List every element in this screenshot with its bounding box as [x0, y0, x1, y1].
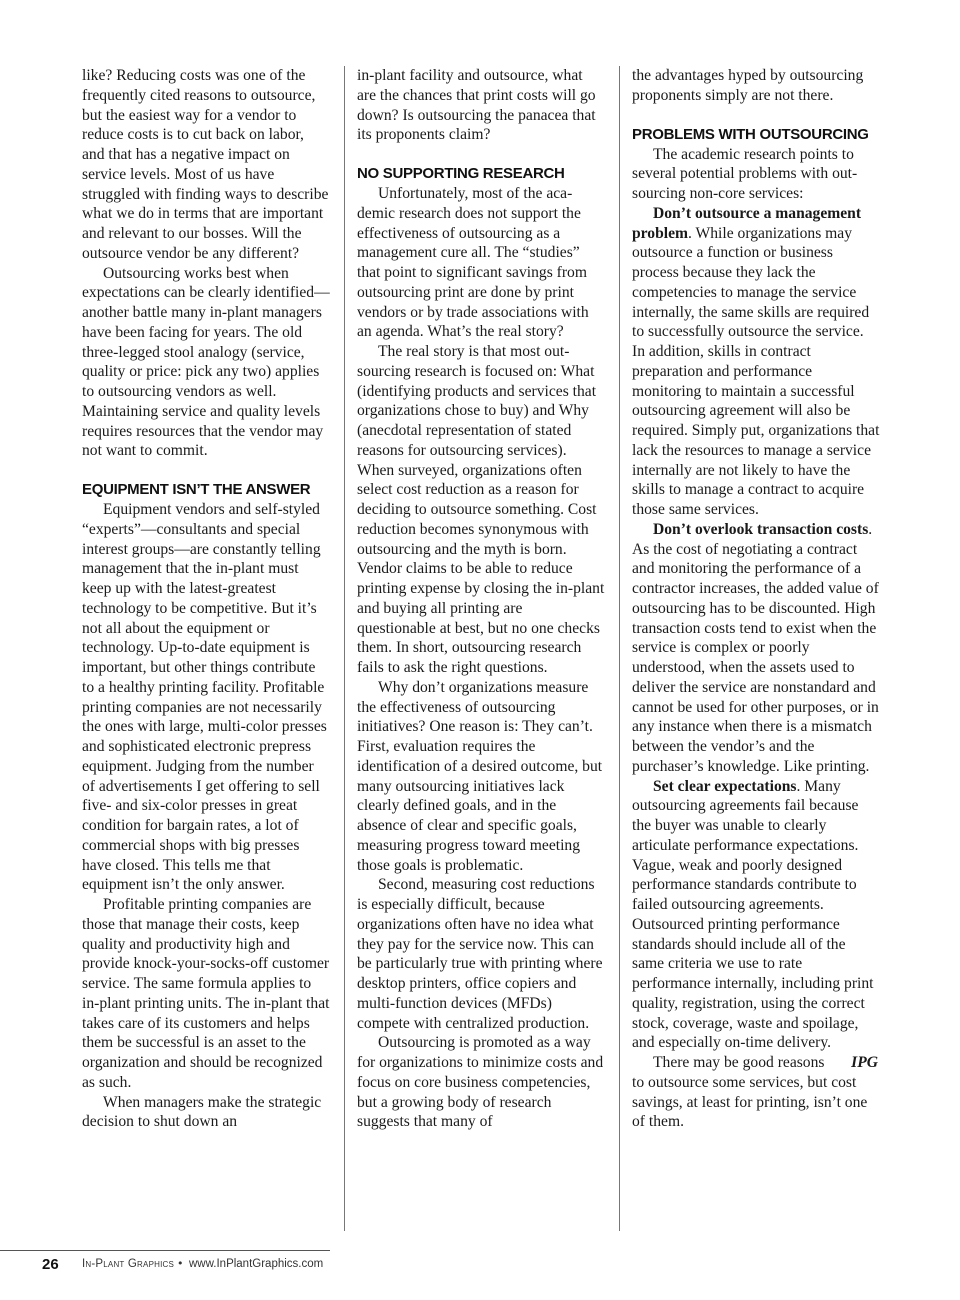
section-heading: EQUIPMENT ISN’T THE ANSWER	[82, 481, 311, 498]
paragraph: The real story is that most outsourcing research is focused on: What (identifying products and services that organizations chose to buy) and Why (anecdotal representation of stated reasons for outsourcing services). When surveyed, organizations often select cost reduction as a reason for deciding to outsource something. Cost reduction becomes synonymous with outsourcing and the myth is born. Vendor claims to be able to reduce printing expense by closing the in-plant and buying all printing are questionable at best, but no one checks them. In short, outsourcing research fails to ask the right questions.	[357, 343, 605, 676]
paragraph: Why don’t organizations measure the effectiveness of outsourcing initiatives? One reason is: They can’t. First, evaluation requires the identification of a desired outcome, but many outsourcing initiatives lack clearly defined goals, and in the absence of clear and specific goals, measuring progress toward meeting those goals is problematic.	[357, 678, 603, 874]
paragraph: in-plant facility and outsource, what are the chances that print costs will go down? Is outsourcing the panacea that its proponents claim?	[357, 67, 596, 144]
column-1	[82, 66, 330, 1236]
page-number: 26	[42, 1256, 59, 1273]
paragraph: The academic research points to several potential problems with outsourcing non-core services:	[632, 145, 858, 202]
paragraph	[632, 204, 880, 520]
bold-lead-in: Don’t outsource a management problem	[632, 204, 862, 242]
footer-rule	[0, 1250, 330, 1251]
website-link[interactable]: www.InPlantGraphics.com	[189, 1258, 324, 1270]
paragraph: Second, measuring cost reductions is especially difficult, because organizations often have no idea what they pay for the service now. This can be particularly true with printing where desktop printers, office copiers and multi-function devices (MFDs) compete with centralized production.	[357, 876, 603, 1032]
paragraph: the advantages hyped by outsourcing proponents simply are not there.	[632, 67, 864, 104]
paragraph	[632, 1053, 880, 1132]
paragraph-text: . Many outsourcing agreements fail because the buyer was unable to clearly articulate performance expectations. Vague, weak and poorly designed performance standards contribute to failed outsourcing agreements. Outsourced printing performance standards should include all of the same criteria we use to rate performance internally, including print quality, registration, using the correct stock, coverage, waste and spoilage, and especially on-time delivery.	[632, 777, 874, 1052]
column-3	[632, 66, 880, 1236]
paragraph-text: There may be good reasons to outsource some services, but cost savings, at least for printing, isn’t one of them.	[632, 1054, 868, 1131]
paragraph	[632, 777, 880, 1054]
paragraph: When managers make the strategic decision to shut down an	[82, 1093, 322, 1131]
paragraph: Outsourcing is promoted as a way for organizations to minimize costs and focus on core business competencies, but a growing body of research suggests that many of	[357, 1034, 604, 1131]
paragraph: like? Reducing costs was one of the frequently cited reasons to outsource, but the easiest way for a vendor to reduce costs is to cut back on labor, and that has a negative impact on service levels. Most of us have struggled with finding ways to describe what we do in terms that are important and relevant to our bosses. Will the outsource vendor be any different?	[82, 67, 329, 262]
bold-lead-in: Set clear expectations	[653, 777, 797, 795]
paragraph: Profitable printing companies are those that manage their costs, keep quality and productivity high and provide knock-your-socks-off customer service. The same formula applies to in-plant printing units. The in-plant that takes care of its customers and helps them be successful is an asset to the organization and should be recognized as such.	[82, 896, 330, 1091]
column-2	[357, 66, 605, 1236]
column-divider	[344, 66, 345, 1231]
section-heading: NO SUPPORTING RESEARCH	[357, 165, 565, 182]
paragraph	[632, 520, 880, 777]
paragraph-text: . While organizations may outsource a function or business process because they lack the competencies to manage the service internally, the same skills are required to successfully outsource the service. In addition, skills in contract preparation and performance monitoring to maintain a successful outsourcing agreement will also be required. Simply put, organizations that lack the resources to manage a service internally are not likely to have the skills to manage a contract to acquire those same services.	[632, 224, 880, 518]
signature: IPG	[851, 1054, 878, 1071]
section-heading: PROBLEMS WITH OUTSOURCING	[632, 125, 869, 143]
bullet-separator: •	[177, 1257, 184, 1270]
page-footer	[0, 1250, 330, 1280]
paragraph: Outsourcing works best when expectations can be clearly identified—another battle many in-plant managers have been facing for years. The old three-legged stool analogy (service, quality or price: pick any two) applies to outsourcing vendors as well. Maintaining service and quality levels requires resources that the vendor may not want to commit.	[82, 264, 330, 460]
column-divider	[619, 66, 620, 1231]
paragraph: Equipment vendors and self-styled “experts”—consultants and special interest groups—are constantly telling management that the in-plant must keep up with the latest-greatest technology to be competitive. But it’s not all about the equipment or technology. Up-to-date equipment is important, but other things contribute to a healthy printing facility. Profitable printing companies are not necessarily the ones with large, multi-color presses and sophisticated electronic prepress equipment. Judging from the number of advertisements I get offering to sell five- and six-color presses in great condition for bargain rates, a lot of commercial shops with big presses have closed. This tells me that equipment isn’t the only answer.	[82, 501, 327, 894]
paragraph: Unfortunately, most of the academic research does not support the effectiveness of outsourcing as a management cure all. The “studies” that point to significant savings from outsourcing print are done by print vendors or by trade associations with an agenda. What’s the real story?	[357, 185, 589, 341]
paragraph-text: . As the cost of negotiating a contract and monitoring the performance of a contractor increases, the added value of outsourcing has to be discounted. High transaction costs tend to exist when the service is complex or poorly understood, when the assets used to deliver the service are nonstandard and cannot be used for other purposes, or in any instance when there is a mismatch between the vendor’s and the purchaser’s knowledge. Like printing.	[632, 520, 879, 775]
bold-lead-in: Don’t overlook transaction costs	[653, 520, 869, 538]
publication-name: In-Plant Graphics	[82, 1258, 175, 1270]
